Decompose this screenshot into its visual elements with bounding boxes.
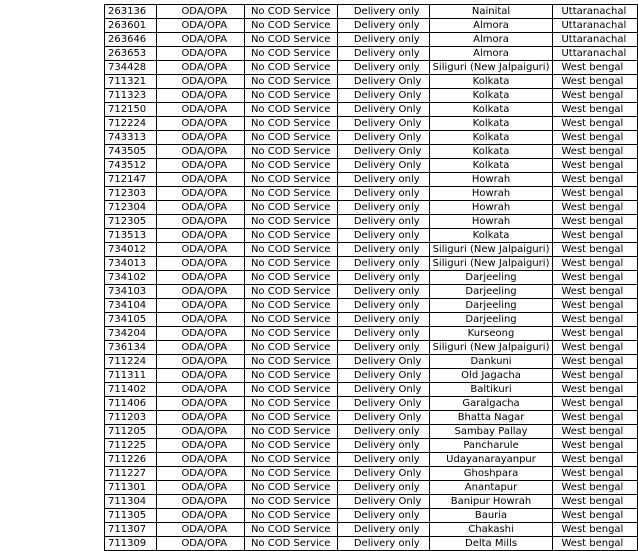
state-cell: Uttaranachal (553, 47, 638, 61)
area-type-cell: ODA/OPA (157, 131, 244, 145)
pincode-cell: 711226 (105, 453, 157, 467)
service-type-cell: Delivery Only (337, 369, 429, 383)
pincode-cell: 734012 (105, 243, 157, 257)
pincode-cell: 712147 (105, 173, 157, 187)
pincode-cell: 734102 (105, 271, 157, 285)
cod-status-cell: No COD Service (244, 257, 337, 271)
service-type-cell: Delivery Only (337, 103, 429, 117)
pincode-cell: 711323 (105, 89, 157, 103)
table-row (105, 327, 638, 341)
city-cell: Nainital (429, 5, 553, 19)
table-row (105, 285, 638, 299)
pincode-cell: 712224 (105, 117, 157, 131)
cod-status-cell: No COD Service (244, 523, 337, 537)
table-row (105, 509, 638, 523)
pincode-cell: 736134 (105, 341, 157, 355)
state-cell: West bengal (553, 355, 638, 369)
area-type-cell: ODA/OPA (157, 411, 244, 425)
state-cell: West bengal (553, 509, 638, 523)
service-type-cell: Delivery only (337, 257, 429, 271)
cod-status-cell: No COD Service (244, 453, 337, 467)
city-cell: Almora (429, 33, 553, 47)
service-type-cell: Delivery only (337, 187, 429, 201)
service-type-cell: Delivery only (337, 61, 429, 75)
service-type-cell: Delivery Only (337, 355, 429, 369)
state-cell: West bengal (553, 103, 638, 117)
state-cell: West bengal (553, 187, 638, 201)
service-type-cell: Delivery Only (337, 117, 429, 131)
city-cell: Kolkata (429, 117, 553, 131)
area-type-cell: ODA/OPA (157, 215, 244, 229)
table-row (105, 33, 638, 47)
area-type-cell: ODA/OPA (157, 369, 244, 383)
cod-status-cell: No COD Service (244, 89, 337, 103)
pincode-cell: 734103 (105, 285, 157, 299)
city-cell: Old Jagacha (429, 369, 553, 383)
area-type-cell: ODA/OPA (157, 481, 244, 495)
state-cell: West bengal (553, 271, 638, 285)
service-type-cell: Delivery Only (337, 495, 429, 509)
service-type-cell: Delivery only (337, 313, 429, 327)
table-row (105, 467, 638, 481)
city-cell: Kolkata (429, 131, 553, 145)
table-row (105, 229, 638, 243)
service-type-cell: Delivery Only (337, 411, 429, 425)
table-row (105, 425, 638, 439)
cod-status-cell: No COD Service (244, 215, 337, 229)
state-cell: West bengal (553, 75, 638, 89)
service-type-cell: Delivery Only (337, 397, 429, 411)
city-cell: Darjeeling (429, 271, 553, 285)
area-type-cell: ODA/OPA (157, 327, 244, 341)
table-row (105, 369, 638, 383)
cod-status-cell: No COD Service (244, 103, 337, 117)
pincode-cell: 711402 (105, 383, 157, 397)
city-cell: Siliguri (New Jalpaiguri) (429, 257, 553, 271)
service-type-cell: Delivery only (337, 327, 429, 341)
state-cell: West bengal (553, 117, 638, 131)
cod-status-cell: No COD Service (244, 439, 337, 453)
service-type-cell: Delivery only (337, 271, 429, 285)
service-type-cell: Delivery only (337, 425, 429, 439)
table-row (105, 313, 638, 327)
pincode-cell: 711305 (105, 509, 157, 523)
state-cell: West bengal (553, 173, 638, 187)
table-row (105, 89, 638, 103)
table-row (105, 131, 638, 145)
city-cell: Howrah (429, 173, 553, 187)
state-cell: Uttaranachal (553, 33, 638, 47)
service-type-cell: Delivery Only (337, 383, 429, 397)
pincode-cell: 263646 (105, 33, 157, 47)
state-cell: West bengal (553, 159, 638, 173)
area-type-cell: ODA/OPA (157, 33, 244, 47)
service-type-cell: Delivery Only (337, 89, 429, 103)
cod-status-cell: No COD Service (244, 383, 337, 397)
cod-status-cell: No COD Service (244, 509, 337, 523)
cod-status-cell: No COD Service (244, 61, 337, 75)
state-cell: West bengal (553, 229, 638, 243)
area-type-cell: ODA/OPA (157, 145, 244, 159)
area-type-cell: ODA/OPA (157, 313, 244, 327)
area-type-cell: ODA/OPA (157, 187, 244, 201)
area-type-cell: ODA/OPA (157, 229, 244, 243)
state-cell: West bengal (553, 425, 638, 439)
city-cell: Banipur Howrah (429, 495, 553, 509)
area-type-cell: ODA/OPA (157, 495, 244, 509)
city-cell: Bauria (429, 509, 553, 523)
state-cell: West bengal (553, 537, 638, 551)
state-cell: West bengal (553, 215, 638, 229)
pincode-cell: 711205 (105, 425, 157, 439)
area-type-cell: ODA/OPA (157, 341, 244, 355)
state-cell: West bengal (553, 257, 638, 271)
pincode-cell: 734204 (105, 327, 157, 341)
pincode-cell: 711203 (105, 411, 157, 425)
state-cell: Uttaranachal (553, 5, 638, 19)
state-cell: West bengal (553, 285, 638, 299)
pincode-cell: 263136 (105, 5, 157, 19)
city-cell: Siliguri (New Jalpaiguri) (429, 341, 553, 355)
service-type-cell: Delivery only (337, 243, 429, 257)
city-cell: Siliguri (New Jalpaiguri) (429, 61, 553, 75)
pincode-cell: 713513 (105, 229, 157, 243)
city-cell: Sambay Pallay (429, 425, 553, 439)
service-type-cell: Delivery only (337, 285, 429, 299)
table-row (105, 397, 638, 411)
area-type-cell: ODA/OPA (157, 61, 244, 75)
area-type-cell: ODA/OPA (157, 47, 244, 61)
pincode-cell: 712304 (105, 201, 157, 215)
cod-status-cell: No COD Service (244, 327, 337, 341)
table-row (105, 47, 638, 61)
state-cell: West bengal (553, 299, 638, 313)
table-row (105, 299, 638, 313)
state-cell: West bengal (553, 61, 638, 75)
area-type-cell: ODA/OPA (157, 523, 244, 537)
pincode-cell: 711227 (105, 467, 157, 481)
pincode-cell: 734104 (105, 299, 157, 313)
table-row (105, 187, 638, 201)
state-cell: West bengal (553, 313, 638, 327)
pincode-cell: 711301 (105, 481, 157, 495)
area-type-cell: ODA/OPA (157, 5, 244, 19)
area-type-cell: ODA/OPA (157, 75, 244, 89)
state-cell: West bengal (553, 341, 638, 355)
cod-status-cell: No COD Service (244, 481, 337, 495)
service-type-cell: Delivery Only (337, 145, 429, 159)
service-type-cell: Delivery only (337, 523, 429, 537)
table-row (105, 61, 638, 75)
cod-status-cell: No COD Service (244, 369, 337, 383)
area-type-cell: ODA/OPA (157, 201, 244, 215)
city-cell: Garalgacha (429, 397, 553, 411)
area-type-cell: ODA/OPA (157, 355, 244, 369)
service-type-cell: Delivery only (337, 537, 429, 551)
state-cell: West bengal (553, 467, 638, 481)
service-type-cell: Delivery Only (337, 159, 429, 173)
cod-status-cell: No COD Service (244, 495, 337, 509)
city-cell: Kolkata (429, 75, 553, 89)
service-type-cell: Delivery Only (337, 467, 429, 481)
cod-status-cell: No COD Service (244, 229, 337, 243)
city-cell: Howrah (429, 201, 553, 215)
state-cell: Uttaranachal (553, 19, 638, 33)
table-row (105, 341, 638, 355)
pincode-cell: 711307 (105, 523, 157, 537)
area-type-cell: ODA/OPA (157, 173, 244, 187)
cod-status-cell: No COD Service (244, 173, 337, 187)
table-row (105, 5, 638, 19)
service-type-cell: Delivery only (337, 33, 429, 47)
city-cell: Darjeeling (429, 313, 553, 327)
table-row (105, 103, 638, 117)
service-type-cell: Delivery only (337, 453, 429, 467)
pincode-cell: 743505 (105, 145, 157, 159)
city-cell: Kolkata (429, 145, 553, 159)
state-cell: West bengal (553, 201, 638, 215)
cod-status-cell: No COD Service (244, 537, 337, 551)
city-cell: Delta Mills (429, 537, 553, 551)
cod-status-cell: No COD Service (244, 5, 337, 19)
area-type-cell: ODA/OPA (157, 299, 244, 313)
table-row (105, 383, 638, 397)
service-type-cell: Delivery only (337, 299, 429, 313)
city-cell: Kolkata (429, 89, 553, 103)
service-type-cell: Delivery Only (337, 75, 429, 89)
cod-status-cell: No COD Service (244, 201, 337, 215)
area-type-cell: ODA/OPA (157, 159, 244, 173)
area-type-cell: ODA/OPA (157, 257, 244, 271)
city-cell: Kolkata (429, 229, 553, 243)
state-cell: West bengal (553, 523, 638, 537)
cod-status-cell: No COD Service (244, 117, 337, 131)
cod-status-cell: No COD Service (244, 411, 337, 425)
area-type-cell: ODA/OPA (157, 243, 244, 257)
service-type-cell: Delivery only (337, 341, 429, 355)
cod-status-cell: No COD Service (244, 271, 337, 285)
area-type-cell: ODA/OPA (157, 271, 244, 285)
cod-status-cell: No COD Service (244, 425, 337, 439)
city-cell: Kolkata (429, 159, 553, 173)
table-row (105, 495, 638, 509)
state-cell: West bengal (553, 89, 638, 103)
service-type-cell: Delivery Only (337, 131, 429, 145)
pincode-cell: 712150 (105, 103, 157, 117)
cod-status-cell: No COD Service (244, 19, 337, 33)
table-row (105, 411, 638, 425)
city-cell: Bhatta Nagar (429, 411, 553, 425)
service-type-cell: Delivery only (337, 481, 429, 495)
state-cell: West bengal (553, 131, 638, 145)
cod-status-cell: No COD Service (244, 243, 337, 257)
state-cell: West bengal (553, 495, 638, 509)
state-cell: West bengal (553, 481, 638, 495)
state-cell: West bengal (553, 383, 638, 397)
city-cell: Siliguri (New Jalpaiguri) (429, 243, 553, 257)
cod-status-cell: No COD Service (244, 33, 337, 47)
pincode-cell: 734428 (105, 61, 157, 75)
city-cell: Kurseong (429, 327, 553, 341)
area-type-cell: ODA/OPA (157, 19, 244, 33)
city-cell: Almora (429, 47, 553, 61)
area-type-cell: ODA/OPA (157, 467, 244, 481)
pincode-cell: 711304 (105, 495, 157, 509)
city-cell: Ghoshpara (429, 467, 553, 481)
cod-status-cell: No COD Service (244, 131, 337, 145)
cod-status-cell: No COD Service (244, 355, 337, 369)
state-cell: West bengal (553, 145, 638, 159)
city-cell: Howrah (429, 215, 553, 229)
city-cell: Chakashi (429, 523, 553, 537)
table-row (105, 523, 638, 537)
service-type-cell: Delivery only (337, 173, 429, 187)
pincode-cell: 743512 (105, 159, 157, 173)
cod-status-cell: No COD Service (244, 145, 337, 159)
cod-status-cell: No COD Service (244, 285, 337, 299)
table-row (105, 355, 638, 369)
pincode-cell: 711224 (105, 355, 157, 369)
table-row (105, 19, 638, 33)
city-cell: Howrah (429, 187, 553, 201)
table-row (105, 145, 638, 159)
cod-status-cell: No COD Service (244, 313, 337, 327)
cod-status-cell: No COD Service (244, 75, 337, 89)
area-type-cell: ODA/OPA (157, 89, 244, 103)
table-row (105, 75, 638, 89)
city-cell: Almora (429, 19, 553, 33)
pincode-cell: 711309 (105, 537, 157, 551)
pincode-cell: 263601 (105, 19, 157, 33)
area-type-cell: ODA/OPA (157, 425, 244, 439)
state-cell: West bengal (553, 243, 638, 257)
city-cell: Darjeeling (429, 285, 553, 299)
state-cell: West bengal (553, 411, 638, 425)
table-row (105, 537, 638, 551)
city-cell: Darjeeling (429, 299, 553, 313)
service-type-cell: Delivery only (337, 439, 429, 453)
service-type-cell: Delivery only (337, 201, 429, 215)
service-type-cell: Delivery only (337, 47, 429, 61)
service-type-cell: Delivery only (337, 229, 429, 243)
state-cell: West bengal (553, 369, 638, 383)
city-cell: Udayanarayanpur (429, 453, 553, 467)
city-cell: Pancharule (429, 439, 553, 453)
city-cell: Kolkata (429, 103, 553, 117)
service-type-cell: Delivery only (337, 509, 429, 523)
area-type-cell: ODA/OPA (157, 383, 244, 397)
city-cell: Dankuni (429, 355, 553, 369)
table-row (105, 271, 638, 285)
table-row (105, 439, 638, 453)
area-type-cell: ODA/OPA (157, 285, 244, 299)
table-row (105, 201, 638, 215)
table-row (105, 215, 638, 229)
pincode-service-table (104, 4, 638, 551)
table-row (105, 453, 638, 467)
cod-status-cell: No COD Service (244, 467, 337, 481)
table-row (105, 257, 638, 271)
area-type-cell: ODA/OPA (157, 453, 244, 467)
city-cell: Anantapur (429, 481, 553, 495)
service-type-cell: Delivery only (337, 215, 429, 229)
pincode-cell: 711225 (105, 439, 157, 453)
pincode-cell: 743313 (105, 131, 157, 145)
cod-status-cell: No COD Service (244, 47, 337, 61)
table-row (105, 159, 638, 173)
area-type-cell: ODA/OPA (157, 103, 244, 117)
pincode-cell: 734013 (105, 257, 157, 271)
pincode-cell: 712305 (105, 215, 157, 229)
pincode-cell: 711321 (105, 75, 157, 89)
area-type-cell: ODA/OPA (157, 117, 244, 131)
pincode-cell: 712303 (105, 187, 157, 201)
state-cell: West bengal (553, 397, 638, 411)
cod-status-cell: No COD Service (244, 397, 337, 411)
cod-status-cell: No COD Service (244, 159, 337, 173)
service-type-cell: Delivery only (337, 19, 429, 33)
state-cell: West bengal (553, 453, 638, 467)
state-cell: West bengal (553, 327, 638, 341)
pincode-cell: 711311 (105, 369, 157, 383)
area-type-cell: ODA/OPA (157, 509, 244, 523)
pincode-cell: 263653 (105, 47, 157, 61)
state-cell: West bengal (553, 439, 638, 453)
table-row (105, 243, 638, 257)
city-cell: Baltikuri (429, 383, 553, 397)
pincode-cell: 711406 (105, 397, 157, 411)
pincode-cell: 734105 (105, 313, 157, 327)
table-body (105, 5, 638, 551)
area-type-cell: ODA/OPA (157, 537, 244, 551)
area-type-cell: ODA/OPA (157, 439, 244, 453)
table-row (105, 173, 638, 187)
cod-status-cell: No COD Service (244, 187, 337, 201)
service-type-cell: Delivery only (337, 5, 429, 19)
area-type-cell: ODA/OPA (157, 397, 244, 411)
cod-status-cell: No COD Service (244, 341, 337, 355)
table-row (105, 117, 638, 131)
table-row (105, 481, 638, 495)
cod-status-cell: No COD Service (244, 299, 337, 313)
